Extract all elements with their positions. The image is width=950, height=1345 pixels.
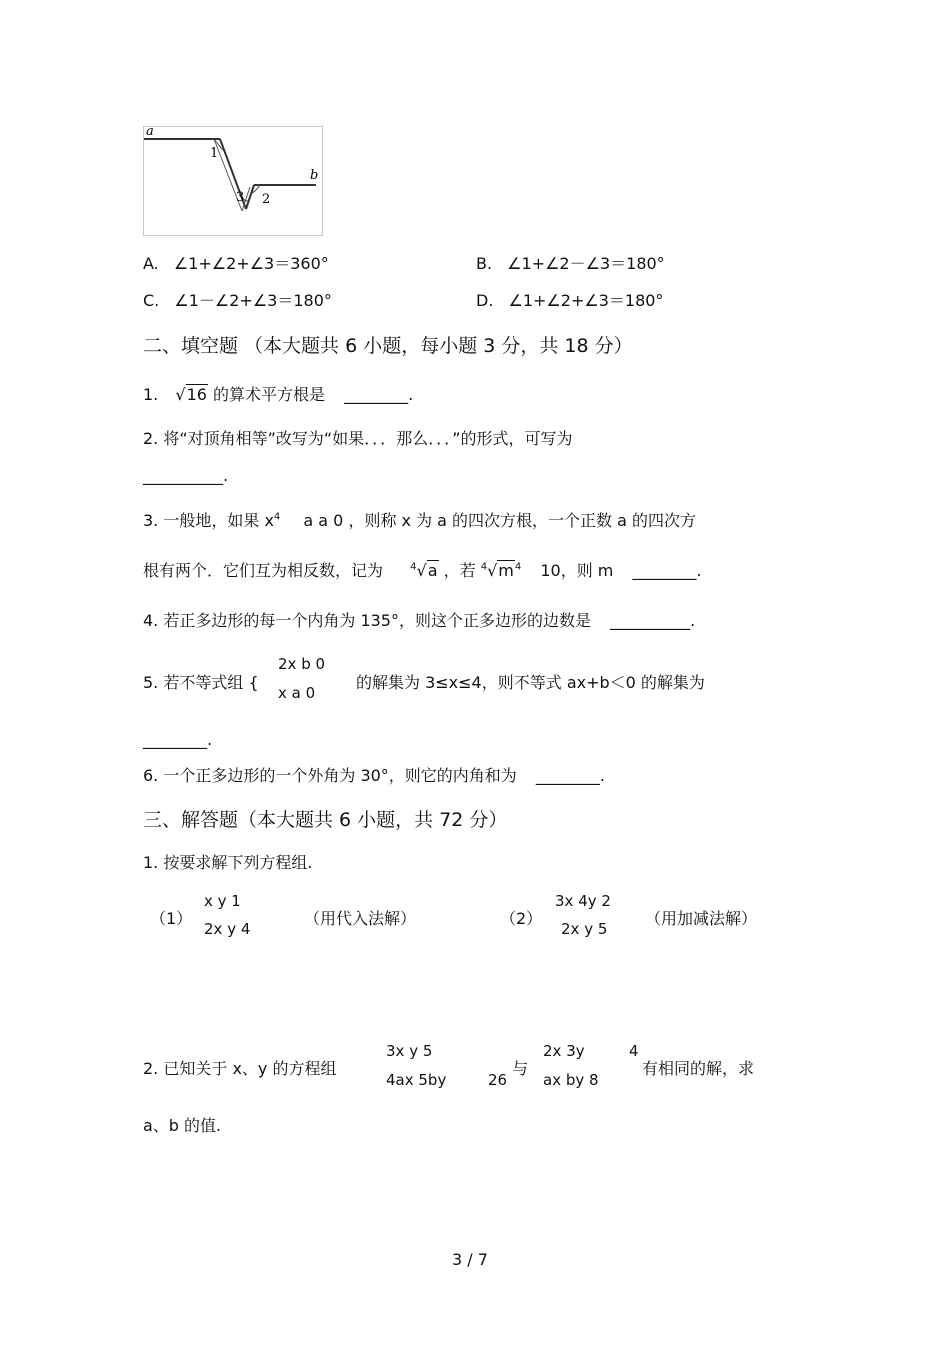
- question-text: 10，则 m: [540, 561, 614, 580]
- fill-q6: [143, 763, 605, 786]
- answer-blank: ________.: [535, 766, 605, 785]
- part-1-label: （1）: [150, 909, 193, 928]
- system-1-row-2: 2x y 4: [204, 920, 251, 938]
- option-text: ∠1+∠2+∠3＝180°: [508, 291, 664, 310]
- method-2: （用加减法解）: [645, 909, 758, 928]
- option-letter: B.: [476, 254, 493, 273]
- fill-q5-lead: 5. 若不等式组 {: [143, 673, 259, 692]
- label-2: 2: [262, 192, 271, 207]
- angle-diagram: [144, 127, 322, 235]
- option-b: [476, 251, 665, 274]
- question-text: 的算术平方根是: [213, 385, 326, 404]
- section-2-title: 二、填空题 （本大题共 6 小题，每小题 3 分，共 18 分）: [143, 335, 633, 357]
- option-text: ∠1+∠2－∠3＝180°: [507, 254, 665, 273]
- label-a: a: [146, 127, 154, 139]
- answer-blank: __________.: [610, 611, 696, 630]
- exponent: 4: [514, 561, 522, 573]
- question-text: 4. 若正多边形的每一个内角为 135°，则这个正多边形的边数是: [143, 611, 591, 630]
- option-d: [476, 288, 663, 311]
- radicand: a: [427, 561, 438, 580]
- option-a: [143, 251, 329, 274]
- solve-q1: 1. 按要求解下列方程组.: [143, 853, 313, 872]
- method-1: （用代入法解）: [304, 909, 417, 928]
- question-text: 根有两个．它们互为相反数，记为: [143, 561, 384, 580]
- option-text: ∠1+∠2+∠3＝360°: [173, 254, 329, 273]
- system-1-row-1: x y 1: [204, 892, 241, 910]
- connector-text: 与: [512, 1059, 529, 1078]
- root-index: 4: [410, 561, 417, 573]
- option-c: [143, 288, 332, 311]
- label-b: b: [310, 168, 319, 183]
- answer-blank: __________.: [143, 466, 229, 485]
- system-a-constant: 26: [488, 1071, 508, 1089]
- label-3: 3: [236, 190, 245, 205]
- option-letter: D.: [476, 291, 494, 310]
- fill-q3-line2: 根有两个．它们互为相反数，记为 $^4$√a ，若 $^4√m^4$ 10，则 m ________.: [143, 561, 702, 580]
- question-text: a a 0 ，则称 x 为 a 的四次方根，一个正数 a 的四次方: [303, 511, 697, 530]
- system-a-row-1: 3x y 5: [386, 1042, 433, 1060]
- system-b-row-1: 2x 3y: [543, 1042, 585, 1060]
- fill-q3-line1: [143, 508, 696, 531]
- geometry-figure: [143, 126, 323, 236]
- fill-q4: [143, 608, 695, 631]
- label-1: 1: [210, 146, 219, 161]
- option-letter: A.: [143, 254, 159, 273]
- fill-q2: 2. 将“对顶角相等”改写为“如果．．．那么．．．”的形式，可写为: [143, 429, 573, 448]
- system-2-row-1: 3x 4y 2: [555, 892, 611, 910]
- system-b-row-2: ax by 8: [543, 1071, 599, 1089]
- system-a-row-2: 4ax 5by: [386, 1071, 447, 1089]
- system-b-constant: 4: [629, 1042, 639, 1060]
- question-text: ，若: [443, 561, 476, 580]
- inequality-row-1: 2x b 0: [278, 655, 326, 673]
- question-text: 3. 一般地，如果 x: [143, 511, 274, 530]
- solve-q2-lead: 2. 已知关于 x、y 的方程组: [143, 1059, 337, 1078]
- option-letter: C.: [143, 291, 160, 310]
- question-text: 6. 一个正多边形的一个外角为 30°，则它的内角和为: [143, 766, 517, 785]
- system-2-row-2: 2x y 5: [561, 920, 608, 938]
- question-number: 1.: [143, 385, 159, 404]
- page-number: 3 / 7: [452, 1250, 488, 1269]
- fill-q1: 1. √16 的算术平方根是 ________.: [143, 385, 414, 404]
- answer-blank: ________.: [344, 385, 414, 404]
- exponent: 4: [273, 511, 281, 523]
- section-3-title: 三、解答题（本大题共 6 小题，共 72 分）: [143, 809, 508, 831]
- radicand: m: [498, 561, 514, 580]
- part-2-label: （2）: [500, 909, 543, 928]
- answer-blank: ________.: [143, 730, 213, 749]
- option-text: ∠1－∠2+∠3＝180°: [174, 291, 332, 310]
- solve-q2-line2: a、b 的值.: [143, 1116, 222, 1135]
- inequality-row-2: x a 0: [278, 684, 316, 702]
- solve-q2-tail: 有相同的解，求: [642, 1059, 755, 1078]
- radicand: 16: [186, 385, 207, 404]
- fill-q5-tail: 的解集为 3≤x≤4，则不等式 ax+b＜0 的解集为: [356, 673, 705, 692]
- root-index: 4: [480, 561, 488, 573]
- answer-blank: ________.: [632, 561, 702, 580]
